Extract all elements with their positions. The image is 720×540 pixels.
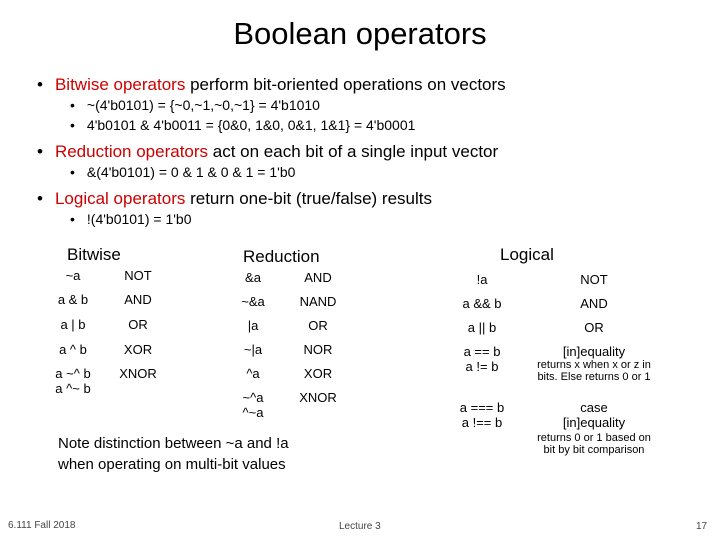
table-row bbox=[42, 292, 172, 317]
logical-header: Logical bbox=[500, 245, 554, 264]
table-row bbox=[432, 359, 656, 400]
reduction-desc: act on each bit of a single input vector bbox=[208, 142, 499, 161]
sub-text: &(4'b0101) = 0 & 1 & 0 & 1 = 1'b0 bbox=[86, 164, 296, 180]
table-row bbox=[42, 268, 172, 292]
table-row bbox=[222, 270, 352, 294]
bullet-dot: • bbox=[70, 211, 75, 227]
note-line: when operating on multi-bit values bbox=[58, 456, 286, 473]
note bbox=[58, 433, 289, 475]
sub-text: 4'b0101 & 4'b0011 = {0&0, 1&0, 0&1, 1&1} = 4'b0001 bbox=[86, 117, 416, 133]
name-cell: NAND bbox=[299, 294, 337, 309]
name-cell bbox=[284, 405, 352, 421]
operator-cell: a || b bbox=[467, 320, 497, 335]
table-row bbox=[42, 366, 172, 381]
bullet-reduction bbox=[37, 142, 498, 162]
name-cell: AND bbox=[304, 270, 332, 285]
table-row bbox=[432, 344, 656, 359]
operator-cell: a ~^ b bbox=[55, 366, 91, 381]
logical-desc: return one-bit (true/false) results bbox=[185, 189, 432, 208]
operator-cell: a | b bbox=[60, 317, 86, 332]
bitwise-highlight: Bitwise operators bbox=[54, 75, 186, 94]
name-cell: XNOR bbox=[299, 390, 337, 405]
name-cell: returns 0 or 1 based on bit by bit comparison bbox=[537, 432, 651, 456]
bullet-dot: • bbox=[70, 117, 75, 133]
name-cell: AND bbox=[124, 292, 152, 307]
bullet-logical bbox=[37, 189, 432, 209]
bullet-dot: • bbox=[37, 189, 43, 208]
footer-lecture: Lecture 3 bbox=[339, 521, 381, 532]
bitwise-example-1 bbox=[70, 97, 320, 113]
name-cell: OR bbox=[308, 318, 328, 333]
slide-number: 17 bbox=[696, 521, 708, 532]
operator-cell: a ^~ b bbox=[55, 381, 91, 396]
table-row bbox=[432, 296, 656, 320]
reduction-highlight: Reduction operators bbox=[54, 142, 209, 161]
bullet-dot: • bbox=[70, 97, 75, 113]
table-row bbox=[432, 432, 656, 472]
operator-cell: ^~a bbox=[242, 405, 264, 420]
operator-cell: a !== b bbox=[461, 415, 503, 430]
table-row bbox=[222, 390, 352, 405]
table-row bbox=[222, 366, 352, 390]
logical-table bbox=[432, 272, 656, 472]
operator-cell: ~&a bbox=[241, 294, 265, 309]
operator-cell: a & b bbox=[57, 292, 89, 307]
name-cell: [in]equality bbox=[562, 344, 626, 359]
table-row bbox=[42, 342, 172, 366]
bullet-dot: • bbox=[70, 164, 75, 180]
table-row bbox=[42, 381, 172, 397]
name-cell: NOT bbox=[580, 272, 608, 287]
reduction-example bbox=[70, 164, 295, 180]
operator-cell: !a bbox=[476, 272, 488, 287]
name-cell: AND bbox=[580, 296, 608, 311]
operator-cell: ~a bbox=[65, 268, 81, 283]
name-cell: case bbox=[580, 400, 608, 415]
bitwise-desc: perform bit-oriented operations on vectors bbox=[185, 75, 506, 94]
name-cell: XOR bbox=[123, 342, 153, 357]
reduction-table bbox=[222, 270, 352, 421]
table-row bbox=[222, 405, 352, 421]
bitwise-table bbox=[42, 268, 172, 397]
name-cell: [in]equality bbox=[562, 415, 626, 430]
bitwise-example-2 bbox=[70, 117, 415, 133]
name-cell: OR bbox=[584, 320, 604, 335]
table-row bbox=[222, 342, 352, 366]
table-row bbox=[432, 320, 656, 344]
operator-cell: a == b bbox=[463, 344, 501, 359]
page-title: Boolean operators bbox=[233, 16, 487, 51]
operator-cell: a ^ b bbox=[59, 342, 87, 357]
operator-cell: ^a bbox=[246, 366, 260, 381]
bitwise-header: Bitwise bbox=[67, 245, 121, 264]
name-cell bbox=[104, 381, 172, 397]
footer-course: 6.111 Fall 2018 bbox=[8, 520, 76, 531]
operator-cell: a && b bbox=[462, 296, 502, 311]
name-cell: OR bbox=[128, 317, 148, 332]
operator-cell: a === b bbox=[459, 400, 505, 415]
table-row bbox=[42, 317, 172, 342]
name-cell: XNOR bbox=[119, 366, 157, 381]
bullet-dot: • bbox=[37, 75, 43, 94]
table-row bbox=[432, 272, 656, 296]
bullet-dot: • bbox=[37, 142, 43, 161]
operator-cell: a != b bbox=[465, 359, 499, 374]
sub-text: !(4'b0101) = 1'b0 bbox=[86, 211, 192, 227]
note-line: Note distinction between ~a and !a bbox=[58, 435, 289, 452]
logical-example bbox=[70, 211, 192, 227]
reduction-header: Reduction bbox=[243, 247, 320, 266]
name-cell: returns x when x or z in bits. Else returns 0 or 1 bbox=[537, 359, 651, 383]
table-row bbox=[222, 318, 352, 342]
operator-cell: &a bbox=[245, 270, 261, 285]
bullet-bitwise bbox=[37, 75, 506, 95]
table-row bbox=[222, 294, 352, 318]
name-cell: NOT bbox=[124, 268, 152, 283]
name-cell: NOR bbox=[303, 342, 333, 357]
table-row bbox=[432, 400, 656, 415]
operator-cell bbox=[432, 432, 532, 472]
table-row bbox=[432, 415, 656, 432]
name-cell: XOR bbox=[303, 366, 333, 381]
operator-cell: ~|a bbox=[243, 342, 263, 357]
operator-cell: |a bbox=[247, 318, 259, 333]
logical-highlight: Logical operators bbox=[54, 189, 186, 208]
operator-cell: ~^a bbox=[242, 390, 264, 405]
sub-text: ~(4'b0101) = {~0,~1,~0,~1} = 4'b1010 bbox=[86, 97, 320, 113]
